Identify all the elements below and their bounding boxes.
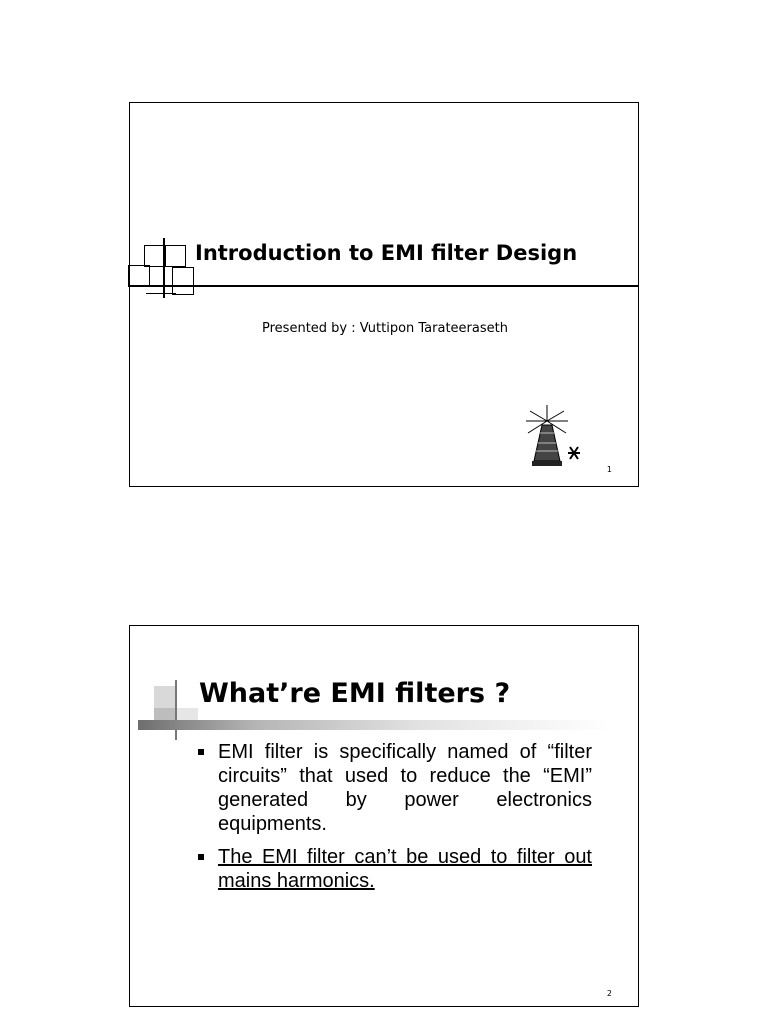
- slide-title: Introduction to EMI filter Design: [195, 241, 578, 265]
- slide-title: What’re EMI filters ?: [199, 678, 511, 709]
- page-number: 1: [606, 465, 612, 474]
- deco-square: [164, 245, 186, 267]
- deco-square: [128, 265, 150, 287]
- bullet-text: EMI filter is specifically named of “filter circuits” that used to reduce the “EMI” generated by power electronics equipments.: [218, 741, 592, 835]
- list-item: [196, 740, 592, 836]
- antenna-tower-icon: [522, 403, 592, 473]
- deco-square: [154, 686, 176, 708]
- bullet-list: [196, 740, 592, 902]
- bullet-text: The EMI filter can’t be used to filter out mains harmonics.: [218, 846, 592, 892]
- list-item: [196, 845, 592, 893]
- bullet-square-icon: [198, 749, 204, 755]
- deco-vline: [163, 238, 165, 298]
- title-underline: [130, 285, 638, 287]
- deco-square: [172, 267, 194, 295]
- slide-1: [129, 102, 639, 487]
- deco-vline: [175, 680, 177, 740]
- bullet-square-icon: [198, 854, 204, 860]
- page-number: 2: [606, 989, 612, 998]
- deco-hline: [146, 293, 176, 294]
- presenter-line: Presented by : Vuttipon Tarateeraseth: [262, 321, 508, 336]
- title-underline-gradient: [138, 720, 608, 730]
- slide-2: [129, 625, 639, 1007]
